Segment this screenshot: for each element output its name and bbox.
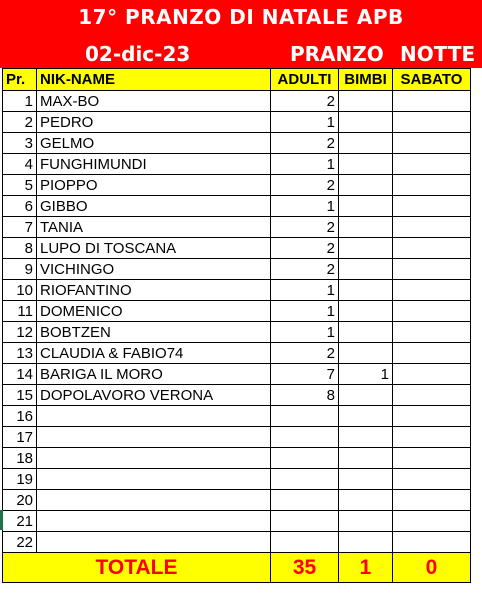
sabato-cell[interactable]	[393, 343, 471, 364]
nickname-cell[interactable]	[37, 406, 271, 427]
nickname-cell[interactable]: RIOFANTINO	[37, 280, 271, 301]
adulti-cell[interactable]: 1	[271, 280, 339, 301]
bimbi-cell[interactable]	[339, 511, 393, 532]
nickname-cell[interactable]	[37, 511, 271, 532]
sabato-cell[interactable]	[393, 91, 471, 112]
row-number-cell[interactable]: 4	[3, 154, 37, 175]
table-row	[3, 217, 471, 238]
adulti-cell[interactable]	[271, 469, 339, 490]
column-header-row	[3, 69, 471, 91]
nickname-cell[interactable]	[37, 469, 271, 490]
table-row	[3, 364, 471, 385]
active-cell-marker	[0, 510, 3, 530]
adulti-cell[interactable]: 1	[271, 196, 339, 217]
nickname-cell[interactable]	[37, 490, 271, 511]
bimbi-cell[interactable]	[339, 532, 393, 553]
col-header-nik[interactable]: NIK-NAME	[37, 69, 271, 91]
bimbi-cell[interactable]	[339, 322, 393, 343]
adulti-cell[interactable]	[271, 427, 339, 448]
bimbi-cell[interactable]	[339, 427, 393, 448]
adulti-cell[interactable]	[271, 448, 339, 469]
sheet-title[interactable]: 17° PRANZO DI NATALE APB	[78, 5, 404, 29]
adulti-cell[interactable]: 2	[271, 217, 339, 238]
nickname-cell[interactable]: GIBBO	[37, 196, 271, 217]
adulti-cell[interactable]: 2	[271, 259, 339, 280]
bimbi-cell[interactable]	[339, 469, 393, 490]
bimbi-cell[interactable]	[339, 448, 393, 469]
adulti-cell[interactable]: 8	[271, 385, 339, 406]
total-sabato[interactable]: 0	[393, 553, 471, 583]
col-header-pr[interactable]: Pr.	[3, 69, 37, 91]
row-number-cell[interactable]: 7	[3, 217, 37, 238]
bimbi-cell[interactable]	[339, 343, 393, 364]
sabato-cell[interactable]	[393, 364, 471, 385]
nickname-cell[interactable]	[37, 427, 271, 448]
nickname-cell[interactable]: BARIGA IL MORO	[37, 364, 271, 385]
table-row	[3, 175, 471, 196]
bimbi-cell[interactable]	[339, 301, 393, 322]
nickname-cell[interactable]: DOMENICO	[37, 301, 271, 322]
sabato-cell[interactable]	[393, 427, 471, 448]
sabato-cell[interactable]	[393, 280, 471, 301]
row-number-cell[interactable]: 1	[3, 91, 37, 112]
table-row	[3, 490, 471, 511]
nickname-cell[interactable]: CLAUDIA & FABIO74	[37, 343, 271, 364]
bimbi-cell[interactable]	[339, 406, 393, 427]
total-adulti[interactable]: 35	[271, 553, 339, 583]
adulti-cell[interactable]	[271, 511, 339, 532]
table-row	[3, 133, 471, 154]
row-number-cell[interactable]: 11	[3, 301, 37, 322]
adulti-cell[interactable]: 7	[271, 364, 339, 385]
nickname-cell[interactable]: BOBTZEN	[37, 322, 271, 343]
row-number-cell[interactable]: 16	[3, 406, 37, 427]
sabato-cell[interactable]	[393, 406, 471, 427]
bimbi-cell[interactable]	[339, 280, 393, 301]
table-row	[3, 301, 471, 322]
sabato-cell[interactable]	[393, 196, 471, 217]
table-row	[3, 196, 471, 217]
row-number-cell[interactable]: 3	[3, 133, 37, 154]
sabato-cell[interactable]	[393, 259, 471, 280]
row-number-cell[interactable]: 20	[3, 490, 37, 511]
sabato-cell[interactable]	[393, 217, 471, 238]
bimbi-cell[interactable]	[339, 490, 393, 511]
nickname-cell[interactable]: PEDRO	[37, 112, 271, 133]
sabato-cell[interactable]	[393, 469, 471, 490]
bimbi-cell[interactable]	[339, 112, 393, 133]
table-row	[3, 343, 471, 364]
table-row	[3, 448, 471, 469]
bimbi-cell[interactable]	[339, 154, 393, 175]
table-row	[3, 112, 471, 133]
sabato-cell[interactable]	[393, 238, 471, 259]
adulti-cell[interactable]: 2	[271, 175, 339, 196]
sabato-cell[interactable]	[393, 490, 471, 511]
bimbi-cell[interactable]	[339, 385, 393, 406]
table-row	[3, 322, 471, 343]
sabato-cell[interactable]	[393, 385, 471, 406]
row-number-cell[interactable]: 14	[3, 364, 37, 385]
table-row	[3, 427, 471, 448]
nickname-cell[interactable]: FUNGHIMUNDI	[37, 154, 271, 175]
adulti-cell[interactable]: 2	[271, 133, 339, 154]
row-number-cell[interactable]: 6	[3, 196, 37, 217]
col-header-adulti[interactable]: ADULTI	[271, 69, 339, 91]
table-row	[3, 511, 471, 532]
sabato-cell[interactable]	[393, 511, 471, 532]
sabato-cell[interactable]	[393, 133, 471, 154]
col-header-sabato[interactable]: SABATO	[393, 69, 471, 91]
col-header-bimbi[interactable]: BIMBI	[339, 69, 393, 91]
table-row	[3, 469, 471, 490]
adulti-cell[interactable]: 2	[271, 91, 339, 112]
nickname-cell[interactable]: PIOPPO	[37, 175, 271, 196]
bimbi-cell[interactable]	[339, 238, 393, 259]
table-row	[3, 259, 471, 280]
nickname-cell[interactable]	[37, 448, 271, 469]
row-number-cell[interactable]: 10	[3, 280, 37, 301]
sabato-cell[interactable]	[393, 175, 471, 196]
table-row	[3, 154, 471, 175]
notte-label[interactable]: NOTTE	[400, 42, 476, 66]
table-row	[3, 91, 471, 112]
row-number-cell[interactable]: 13	[3, 343, 37, 364]
sabato-cell[interactable]	[393, 532, 471, 553]
adulti-cell[interactable]	[271, 490, 339, 511]
table-row	[3, 532, 471, 553]
sabato-cell[interactable]	[393, 322, 471, 343]
adulti-cell[interactable]: 1	[271, 154, 339, 175]
sabato-cell[interactable]	[393, 301, 471, 322]
participants-table	[2, 68, 471, 583]
bimbi-cell[interactable]	[339, 196, 393, 217]
nickname-cell[interactable]: DOPOLAVORO VERONA	[37, 385, 271, 406]
bimbi-cell[interactable]	[339, 175, 393, 196]
subtitle-band	[0, 38, 482, 68]
total-bimbi[interactable]: 1	[339, 553, 393, 583]
row-number-cell[interactable]: 5	[3, 175, 37, 196]
row-number-cell[interactable]: 15	[3, 385, 37, 406]
row-number-cell[interactable]: 2	[3, 112, 37, 133]
row-number-cell[interactable]: 9	[3, 259, 37, 280]
bimbi-cell[interactable]	[339, 259, 393, 280]
adulti-cell[interactable]: 2	[271, 238, 339, 259]
row-number-cell[interactable]: 18	[3, 448, 37, 469]
pranzo-label[interactable]: PRANZO	[290, 42, 384, 66]
adulti-cell[interactable]: 1	[271, 322, 339, 343]
table-row	[3, 280, 471, 301]
sabato-cell[interactable]	[393, 448, 471, 469]
bimbi-cell[interactable]	[339, 133, 393, 154]
row-number-cell[interactable]: 22	[3, 532, 37, 553]
sabato-cell[interactable]	[393, 154, 471, 175]
nickname-cell[interactable]: LUPO DI TOSCANA	[37, 238, 271, 259]
table-row	[3, 385, 471, 406]
adulti-cell[interactable]: 1	[271, 112, 339, 133]
bimbi-cell[interactable]: 1	[339, 364, 393, 385]
row-number-cell[interactable]: 12	[3, 322, 37, 343]
nickname-cell[interactable]: TANIA	[37, 217, 271, 238]
sabato-cell[interactable]	[393, 112, 471, 133]
total-label[interactable]: TOTALE	[3, 553, 271, 583]
nickname-cell[interactable]: MAX-BO	[37, 91, 271, 112]
nickname-cell[interactable]	[37, 532, 271, 553]
table-row	[3, 238, 471, 259]
row-number-cell[interactable]: 8	[3, 238, 37, 259]
table-row	[3, 406, 471, 427]
bimbi-cell[interactable]	[339, 217, 393, 238]
adulti-cell[interactable]	[271, 406, 339, 427]
nickname-cell[interactable]: GELMO	[37, 133, 271, 154]
adulti-cell[interactable]	[271, 532, 339, 553]
row-number-cell[interactable]: 19	[3, 469, 37, 490]
row-number-cell[interactable]: 21	[3, 511, 37, 532]
bimbi-cell[interactable]	[339, 91, 393, 112]
row-number-cell[interactable]: 17	[3, 427, 37, 448]
adulti-cell[interactable]: 2	[271, 343, 339, 364]
nickname-cell[interactable]: VICHINGO	[37, 259, 271, 280]
event-date[interactable]: 02-dic-23	[85, 42, 191, 66]
title-band	[0, 0, 482, 38]
total-row	[3, 553, 471, 583]
adulti-cell[interactable]: 1	[271, 301, 339, 322]
